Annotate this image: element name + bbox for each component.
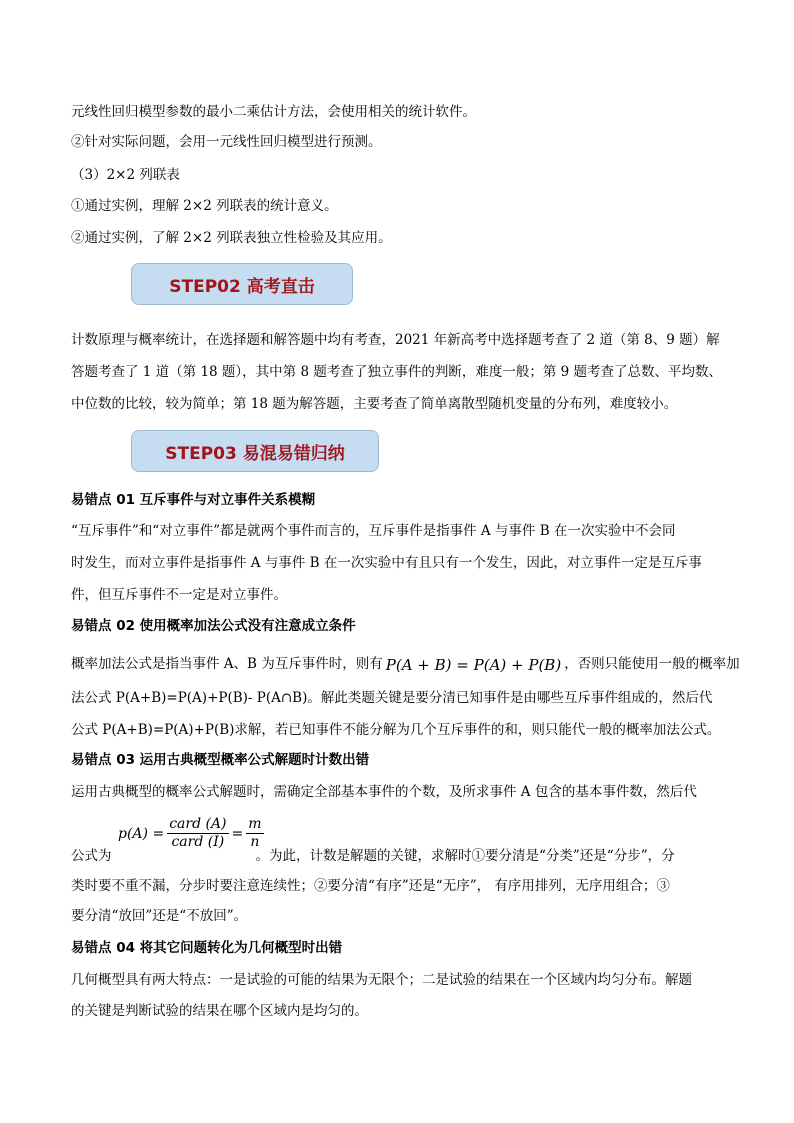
- point03-line-1: 运用古典概型的概率公式解题时，需确定全部基本事件的个数，及所求事件 A 包含的基本事件数，然后代: [71, 784, 697, 800]
- fraction-mn-numerator: m: [248, 816, 262, 832]
- point01-line-3: 件，但互斥事件不一定是对立事件。: [71, 587, 287, 603]
- step03-banner: [131, 430, 379, 472]
- point03-line-2-after: 。为此，计数是解题的关键，求解时①要分清是“分类”还是“分步”，分: [255, 848, 675, 864]
- step03-label: STEP03 易混易错归纳: [165, 443, 345, 464]
- point02-line-3: 公式 P(A+B)=P(A)+P(B)求解，若已知事件不能分解为几个互斥事件的和，则只能代一般的概率加法公式。: [71, 722, 721, 738]
- intro-line-3: （3）2×2 列联表: [71, 167, 180, 183]
- fraction-card-denominator: card (I): [171, 834, 225, 850]
- step02-banner: [131, 263, 353, 305]
- point02-line-1-after: ，否则只能使用一般的概率加: [564, 656, 740, 672]
- additive-formula: P(A + B) = P(A) + P(B): [385, 656, 562, 674]
- step02-label: STEP02 高考直击: [169, 276, 315, 297]
- point04-line-2: 的关键是判断试验的结果在哪个区域内是均匀的。: [71, 1003, 368, 1019]
- point04-title: 易错点 04 将其它问题转化为几何概型时出错: [71, 940, 343, 956]
- intro-line-5: ②通过实例，了解 2×2 列联表独立性检验及其应用。: [71, 230, 392, 246]
- intro-line-2: ②针对实际问题，会用一元线性回归模型进行预测。: [71, 134, 382, 150]
- point03-line-4: 要分清“放回”还是“不放回”。: [71, 908, 248, 924]
- intro-line-4: ①通过实例，理解 2×2 列联表的统计意义。: [71, 198, 338, 214]
- step02-para-line-3: 中位数的比较，较为简单；第 18 题为解答题，主要考查了简单离散型随机变量的分布列，难度较小。: [71, 396, 678, 412]
- point03-line-3: 类时要不重不漏，分步时要注意连续性；②要分清“有序”还是“无序”， 有序用排列，无序用组合；③: [71, 878, 670, 894]
- intro-line-1: 元线性回归模型参数的最小二乘估计方法，会使用相关的统计软件。: [71, 104, 476, 120]
- point03-line-2: [71, 846, 734, 866]
- point02-line-2: 法公式 P(A+B)=P(A)+P(B)- P(A∩B)。解此类题关键是要分清已知事件是由哪些互斥事件组成的，然后代: [71, 690, 713, 706]
- point02-title: 易错点 02 使用概率加法公式没有注意成立条件: [71, 618, 356, 634]
- step02-para-line-2: 答题考查了 1 道（第 18 题），其中第 8 题考查了独立事件的判断，难度一般；第 9 题考查了总数、平均数、: [71, 364, 723, 380]
- formula-equals: =: [231, 825, 244, 842]
- point02-line-1-before: 概率加法公式是指当事件 A、B 为互斥事件时，则有: [71, 656, 383, 672]
- point01-line-2: 时发生，而对立事件是指事件 A 与事件 B 在一次实验中有且只有一个发生，因此，对立事件一定是互斥事: [71, 555, 702, 571]
- formula-lhs: p(A) =: [118, 825, 165, 842]
- fraction-mn-denominator: n: [250, 834, 260, 850]
- step02-para-line-1: 计数原理与概率统计，在选择题和解答题中均有考查，2021 年新高考中选择题考查了 2 道（第 8、9 题）解: [71, 332, 720, 348]
- fraction-card-numerator: card (A): [169, 816, 227, 832]
- point02-line-1: [71, 654, 740, 675]
- point01-line-1: “互斥事件”和“对立事件”都是就两个事件而言的，互斥事件是指事件 A 与事件 B 在一次实验中不会同: [71, 523, 676, 539]
- point04-line-1: 几何概型具有两大特点：一是试验的可能的结果为无限个；二是试验的结果在一个区域内均匀分布。解题: [71, 972, 692, 988]
- point03-line-2-before: 公式为: [71, 848, 112, 864]
- point03-title: 易错点 03 运用古典概型概率公式解题时计数出错: [71, 752, 370, 768]
- point01-title: 易错点 01 互斥事件与对立事件关系模糊: [71, 492, 316, 508]
